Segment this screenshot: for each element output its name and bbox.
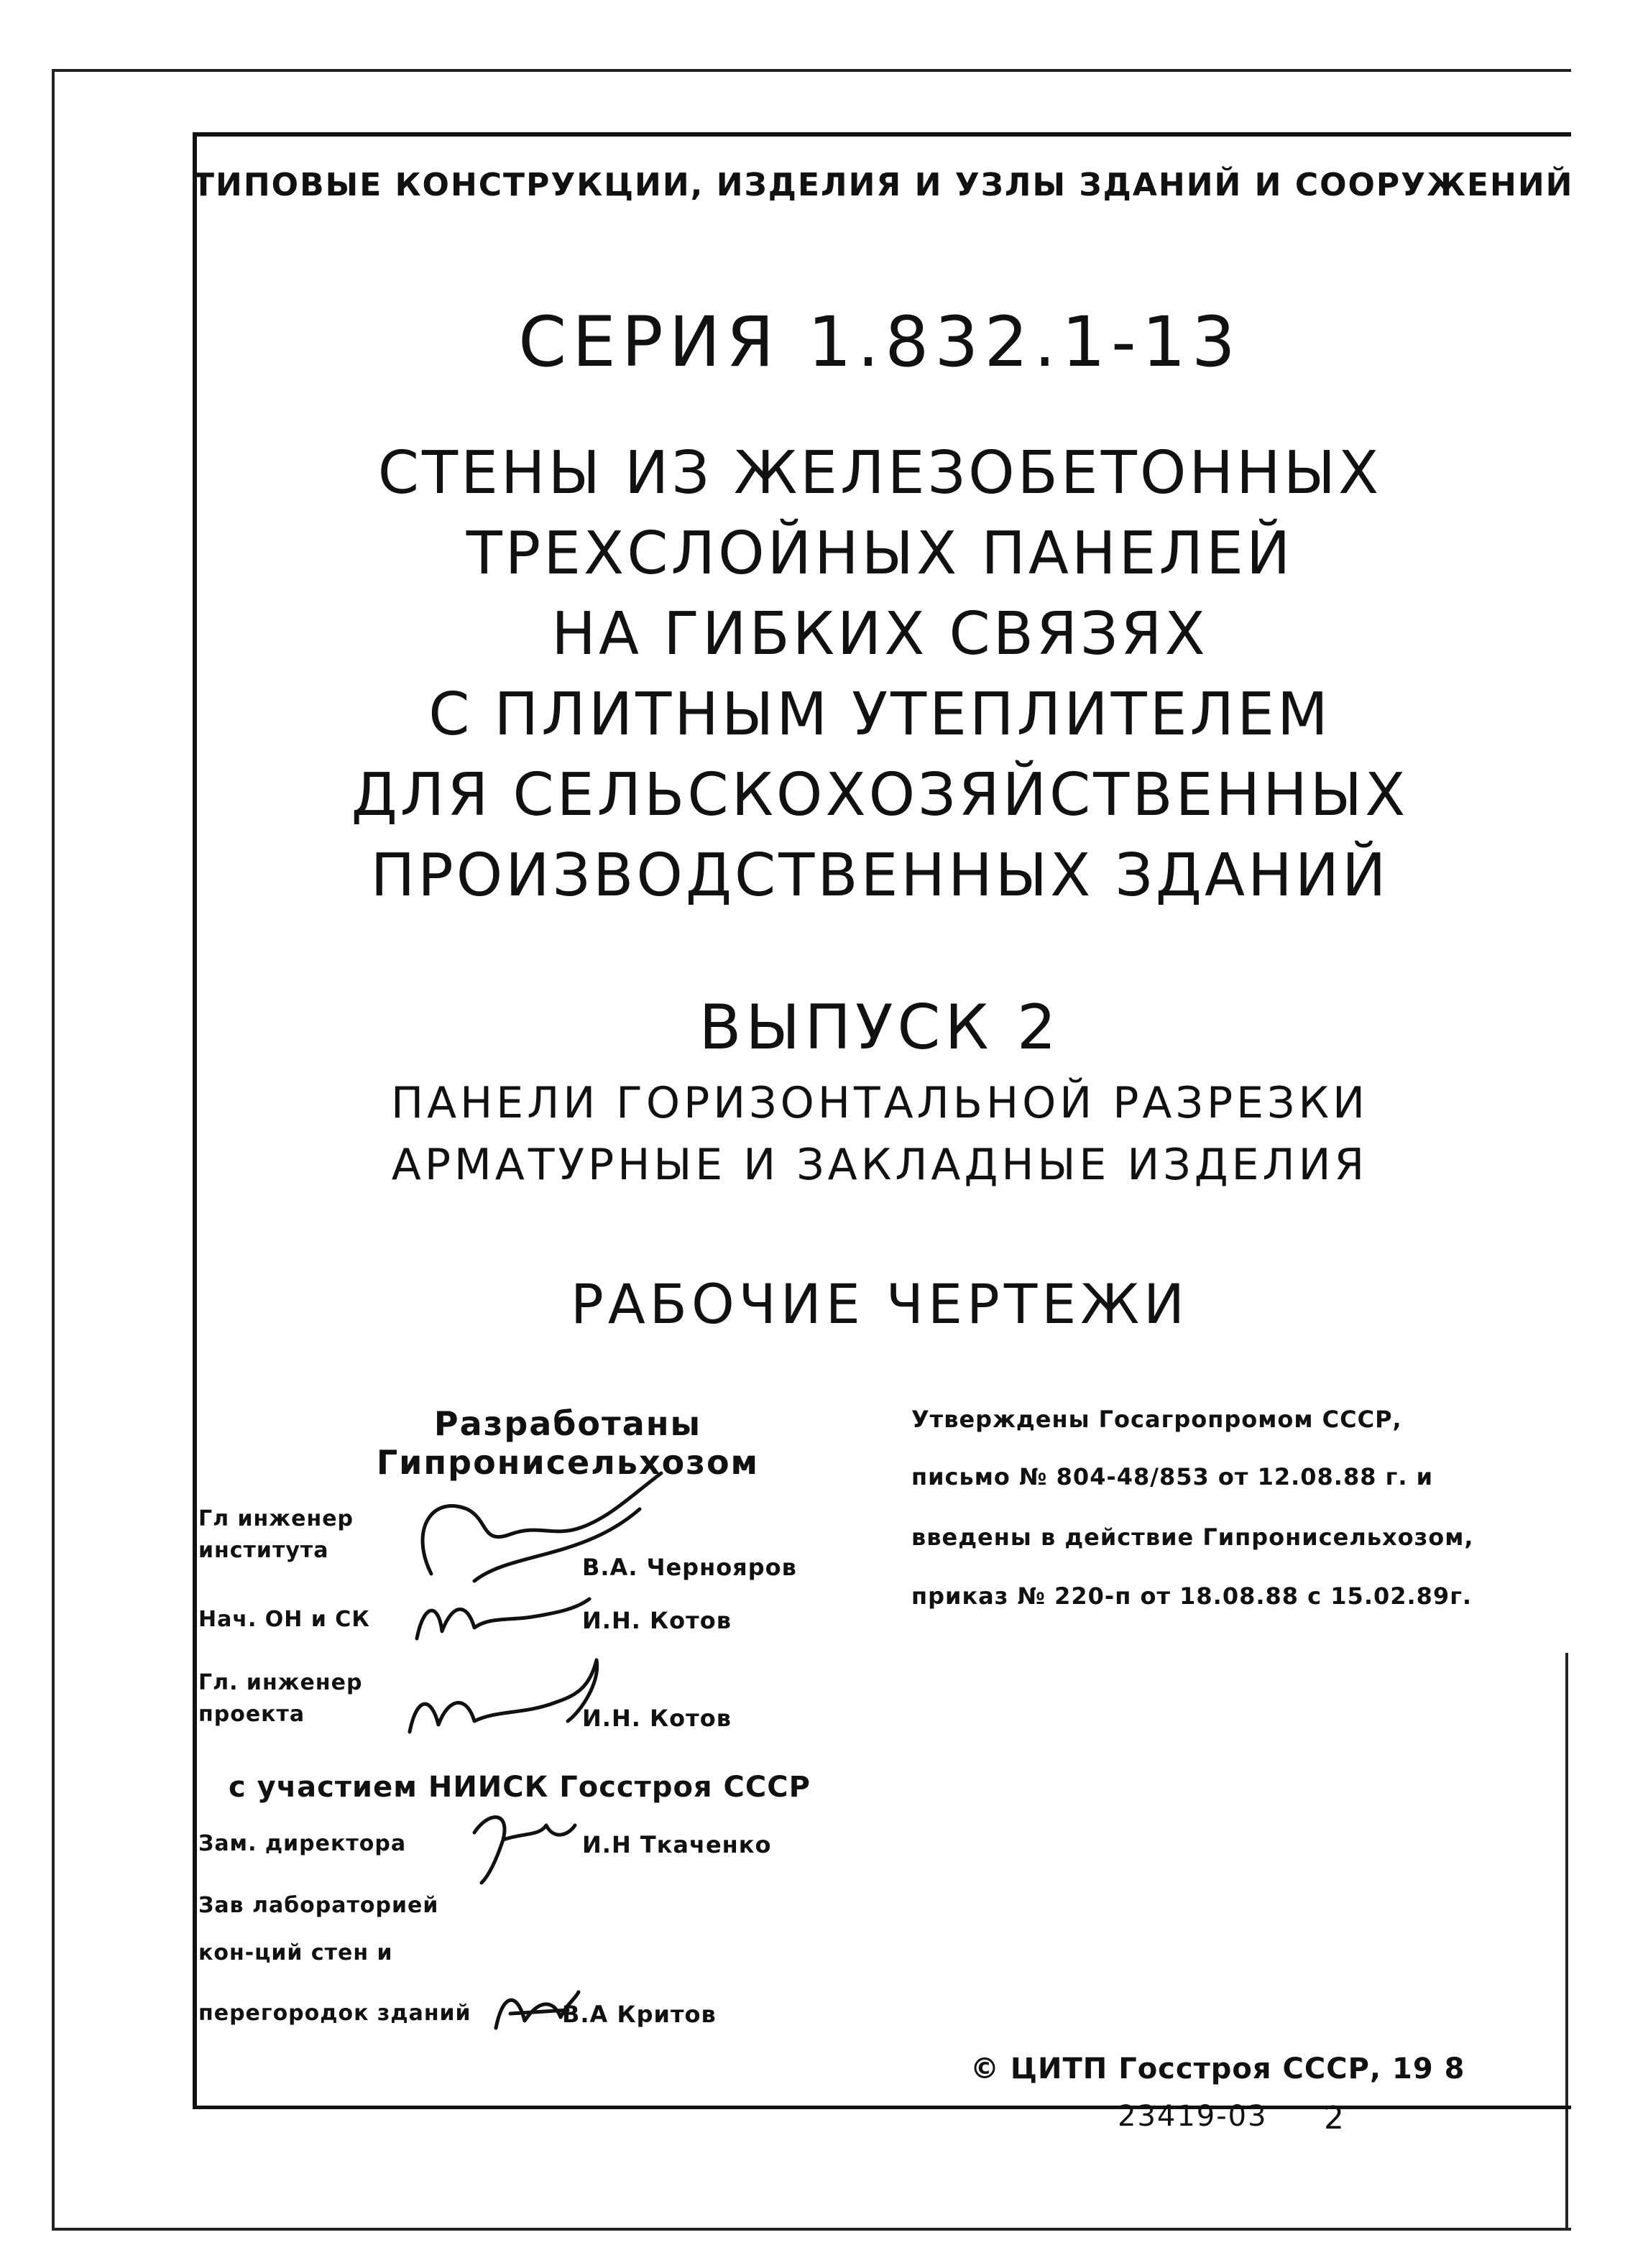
developed-by-line-2: Гипронисельхозом	[376, 1443, 760, 1482]
participation-line: с участием НИИСК Госстроя СССР	[229, 1771, 811, 1804]
signatory-2-name: И.Н. Котов	[582, 1607, 732, 1634]
document-number: 23419-03	[1118, 2100, 1268, 2133]
title-line-6: ПРОИЗВОДСТВЕННЫХ ЗДАНИЙ	[370, 842, 1389, 910]
issue-number: ВЫПУСК 2	[699, 992, 1061, 1064]
title-line-5: ДЛЯ СЕЛЬСКОХОЗЯЙСТВЕННЫХ	[351, 761, 1409, 829]
developed-by-line-1: Разработаны	[433, 1404, 702, 1443]
signatory-4-role: Зам. директора	[198, 1831, 407, 1856]
signatory-1-name: В.А. Чернояров	[582, 1554, 797, 1581]
signatory-4-name: И.Н Ткаченко	[582, 1831, 772, 1858]
signature-kritov	[489, 1978, 582, 2042]
approval-line-4: приказ № 220-п от 18.08.88 с 15.02.89г.	[911, 1582, 1473, 1610]
approval-line-1: Утверждены Госагропромом СССР,	[911, 1406, 1402, 1433]
signatory-3-role-2: проекта	[198, 1702, 305, 1727]
series-number: СЕРИЯ 1.832.1-13	[518, 302, 1241, 382]
title-line-3: НА ГИБКИХ СВЯЗЯХ	[551, 600, 1208, 668]
issue-subtitle-2: АРМАТУРНЫЕ И ЗАКЛАДНЫЕ ИЗДЕЛИЯ	[391, 1140, 1368, 1190]
signature-kotov-1	[410, 1588, 597, 1653]
approval-line-2: письмо № 804-48/853 от 12.08.88 г. и	[911, 1463, 1434, 1490]
signatory-2-role: Нач. ОН и СК	[198, 1607, 370, 1632]
signatory-5-role-2: кон-ций стен и	[198, 1940, 393, 1965]
signatory-5-role-3: перегородок зданий	[198, 2001, 471, 2026]
signatory-3-name: И.Н. Котов	[582, 1705, 732, 1732]
collection-header: ТИПОВЫЕ КОНСТРУКЦИИ, ИЗДЕЛИЯ И УЗЛЫ ЗДАНИЙ И СООРУЖЕНИЙ	[193, 167, 1574, 203]
copyright-notice: © ЦИТП Госстроя СССР, 19 8	[970, 2052, 1465, 2085]
signatory-1-role-2: института	[198, 1538, 329, 1563]
title-line-2: ТРЕХСЛОЙНЫХ ПАНЕЛЕЙ	[466, 520, 1294, 588]
title-line-4: С ПЛИТНЫМ УТЕПЛИТЕЛЕМ	[428, 681, 1331, 749]
sheet-number: 2	[1324, 2100, 1344, 2136]
signatory-5-name: В.А Критов	[562, 2001, 717, 2028]
title-line-1: СТЕНЫ ИЗ ЖЕЛЕЗОБЕТОННЫХ	[377, 439, 1382, 507]
signatory-3-role-1: Гл. инженер	[198, 1670, 363, 1695]
issue-subtitle-1: ПАНЕЛИ ГОРИЗОНТАЛЬНОЙ РАЗРЕЗКИ	[391, 1078, 1368, 1128]
signatory-5-role-1: Зав лабораторией	[198, 1893, 439, 1918]
working-drawings-label: РАБОЧИЕ ЧЕРТЕЖИ	[570, 1272, 1189, 1336]
approval-line-3: введены в действие Гипронисельхозом,	[911, 1523, 1474, 1551]
signatory-1-role-1: Гл инженер	[198, 1506, 354, 1531]
signature-tkachenko	[460, 1797, 582, 1890]
signature-kotov-2	[402, 1653, 632, 1746]
